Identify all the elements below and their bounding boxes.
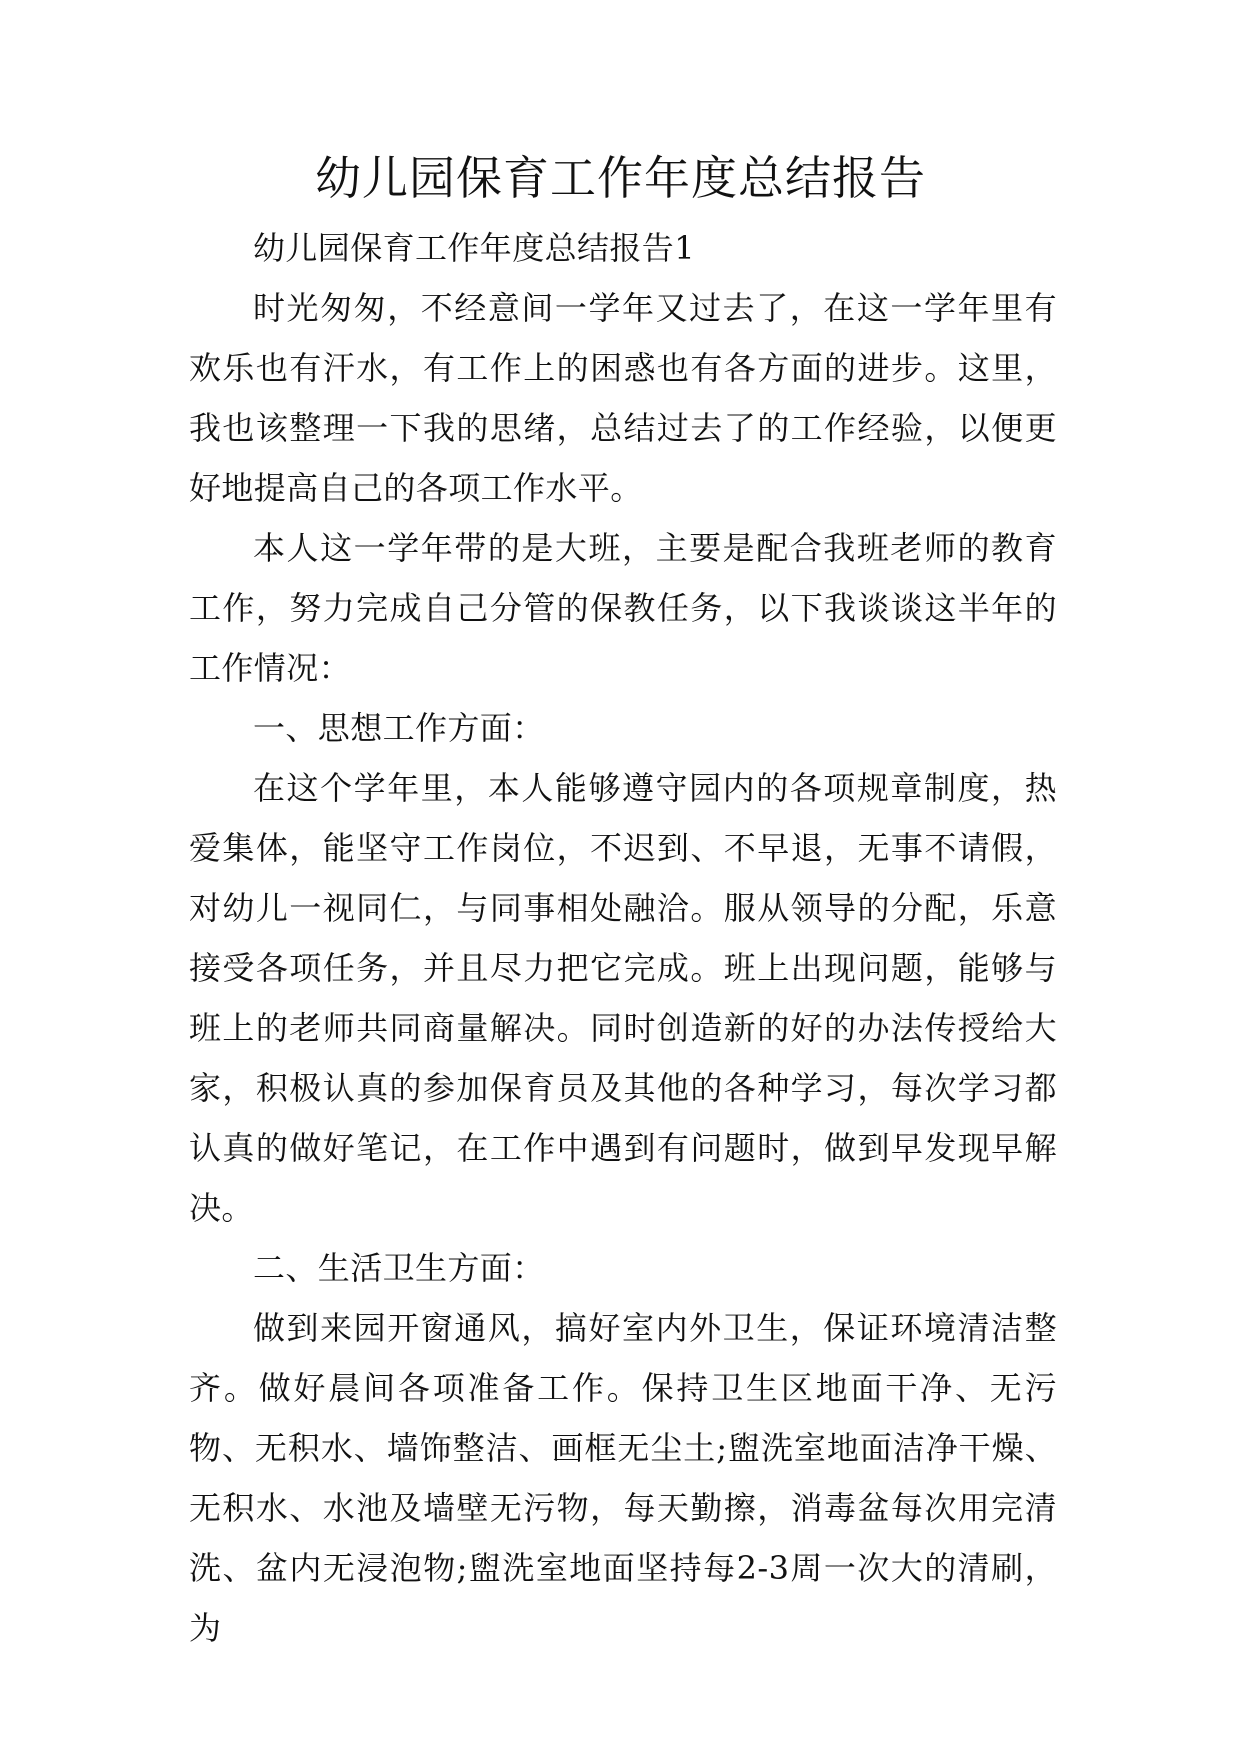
document-title: 幼儿园保育工作年度总结报告 (315, 151, 926, 205)
subtitle-paragraph: 幼儿园保育工作年度总结报告1 (253, 229, 695, 267)
section-heading: 二、生活卫生方面： (253, 1249, 545, 1287)
paragraph: 在这个学年里，本人能够遵守园内的各项规章制度，热爱集体，能坚守工作岗位，不迟到、不早退，无事不请假，对幼儿一视同仁，与同事相处融洽。服从领导的分配，乐意接受各项任务，并且尽力把它完成。班上出现问题，能够与班上的老师共同商量解决。同时创造新的好的办法传授给大家，积极认真的参加保育员及其他的各种学习，每次学习都认真的做好笔记，在工作中遇到有问题时，做到早发现早解决。 (189, 769, 1057, 1227)
section-heading: 一、思想工作方面： (253, 709, 545, 747)
paragraph: 本人这一学年带的是大班，主要是配合我班老师的教育工作，努力完成自己分管的保教任务，以下我谈谈这半年的工作情况： (189, 529, 1057, 687)
paragraph: 做到来园开窗通风，搞好室内外卫生，保证环境清洁整齐。做好晨间各项准备工作。保持卫生区地面干净、无污物、无积水、墙饰整洁、画框无尘土;盥洗室地面洁净干燥、无积水、水池及墙壁无污物，每天勤擦，消毒盆每次用完清洗、盆内无浸泡物;盥洗室地面坚持每2-3周一次大的清刷，为 (189, 1309, 1057, 1647)
document-body (189, 218, 1057, 1658)
paragraph: 时光匆匆，不经意间一学年又过去了，在这一学年里有欢乐也有汗水，有工作上的困惑也有各方面的进步。这里，我也该整理一下我的思绪，总结过去了的工作经验，以便更好地提高自己的各项工作水平。 (189, 289, 1057, 507)
